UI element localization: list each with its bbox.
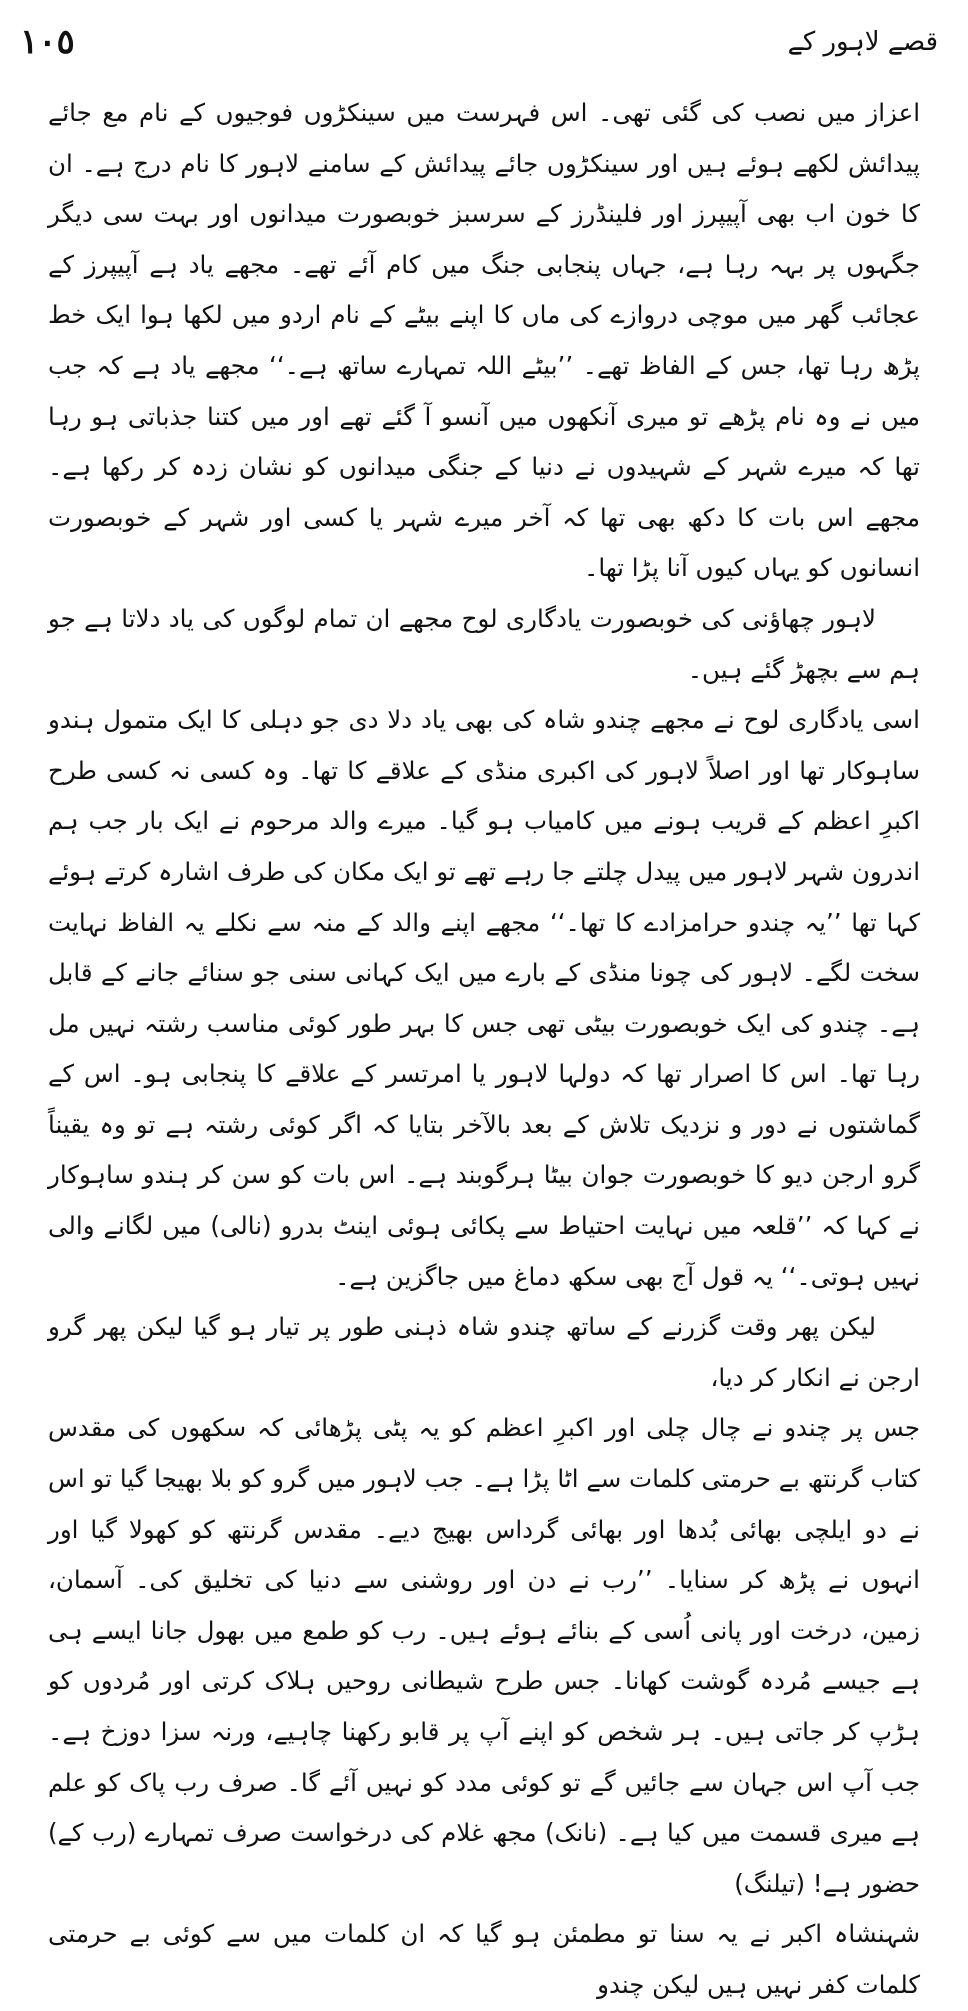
page-header <box>20 22 938 66</box>
paragraph: جس پر چندو نے چال چلی اور اکبرِ اعظم کو یہ پٹی پڑھائی کہ سکھوں کی مقدس کتاب گرنتھ بے حرمتی کلمات سے اٹا پڑا ہے۔ جب لاہور میں گرو کو بلا بھیجا گیا تو اس نے دو ایلچی بھائی بُدھا اور بھائی گرداس بھیج دیے۔ مقدس گرنتھ کو کھولا گیا اور انہوں نے پڑھ کر سنایا۔ ’’رب نے دن اور روشنی سے دنیا کی تخلیق کی۔ آسمان، زمین، درخت اور پانی اُسی کے بنائے ہوئے ہیں۔ رب کو طمع میں بھول جانا ایسے ہی ہے جیسے مُردہ گوشت کھانا۔ جس طرح شیطانی روحیں ہلاک کرتی اور مُردوں کو ہڑپ کر جاتی ہیں۔ ہر شخص کو اپنے آپ پر قابو رکھنا چاہیے، ورنہ سزا دوزخ ہے۔ جب آپ اس جہان سے جائیں گے تو کوئی مدد کو نہیں آئے گا۔ صرف رب پاک کو علم ہے میری قسمت میں کیا ہے۔ (نانک) مجھ غلام کی درخواست صرف تمہارے (رب کے) حضور ہے! (تیلنگ) <box>48 1413 920 1898</box>
paragraph: اسی یادگاری لوح نے مجھے چندو شاہ کی بھی یاد دلا دی جو دہلی کا ایک متمول ہندو ساہوکار تھا اور اصلاً لاہور کی اکبری منڈی کے علاقے کا تھا۔ وہ کسی نہ کسی طرح اکبرِ اعظم کے قریب ہونے میں کامیاب ہو گیا۔ میرے والد مرحوم نے ایک بار جب ہم اندرون شہر لاہور میں پیدل چلتے جا رہے تھے تو ایک مکان کی طرف اشارہ کرتے ہوئے کہا تھا ’’یہ چندو حرامزادے کا تھا۔‘‘ مجھے اپنے والد کے منہ سے نکلے یہ الفاظ نہایت سخت لگے۔ لاہور کی چونا منڈی کے بارے میں ایک کہانی سنی جو سنائے جانے کے قابل ہے۔ چندو کی ایک خوبصورت بیٹی تھی جس کا بہر طور کوئی مناسب رشتہ نہیں مل رہا تھا۔ اس کا اصرار تھا کہ دولہا لاہور یا امرتسر کے علاقے کا پنجابی ہو۔ اس کے گماشتوں نے دور و نزدیک تلاش کے بعد بالآخر بتایا کہ اگر کوئی رشتہ ہے تو وہ یقیناً گرو ارجن دیو کا خوبصورت جوان بیٹا ہرگوبند ہے۔ اس بات کو سن کر ہندو ساہوکار نے کہا کہ ’’قلعہ میں نہایت احتیاط سے پکائی ہوئی اینٹ بدرو (نالی) میں لگانے والی نہیں ہوتی۔‘‘ یہ قول آج بھی سکھ دماغ میں جاگزین ہے۔ <box>48 705 920 1291</box>
paragraph: شہنشاہ اکبر نے یہ سنا تو مطمئن ہو گیا کہ ان کلمات میں سے کوئی بے حرمتی کلمات کفر نہیں ہیں لیکن چندو <box>48 1919 920 1999</box>
paragraph: لیکن پھر وقت گزرنے کے ساتھ چندو شاہ ذہنی طور پر تیار ہو گیا لیکن پھر گرو ارجن نے انکار کر دیا، <box>48 1312 920 1392</box>
paragraph: لاہور چھاؤنی کی خوبصورت یادگاری لوح مجھے ان تمام لوگوں کی یاد دلاتا ہے جو ہم سے بچھڑ گئے ہیں۔ <box>48 603 920 684</box>
paragraph: اعزاز میں نصب کی گئی تھی۔ اس فہرست میں سینکڑوں فوجیوں کے نام مع جائے پیدائش لکھے ہوئے ہیں اور سینکڑوں جائے پیدائش کے سامنے لاہور کا نام درج ہے۔ ان کا خون اب بھی آپیپرز اور فلینڈرز کے سرسبز خوبصورت میدانوں اور بہت سی دیگر جگہوں پر بہہ رہا ہے، جہاں پنجابی جنگ میں کام آئے تھے۔ مجھے یاد ہے آپیپرز کے عجائب گھر میں موچی دروازے کی ماں کا اپنے بیٹے کے نام اردو میں لکھا ہوا ایک خط پڑھ رہا تھا، جس کے الفاظ تھے۔ ’’بیٹے اللہ تمہارے ساتھ ہے۔‘‘ مجھے یاد ہے کہ جب میں نے وہ نام پڑھے تو میری آنکھوں میں آنسو آ گئے تھے اور میں کتنا جذباتی ہو رہا تھا کہ میرے شہر کے شہیدوں نے دنیا کے جنگی میدانوں کو نشان زدہ کر رکھا ہے۔ مجھے اس بات کا دکھ بھی تھا کہ آخر میرے شہر یا کسی اور شہر کے خوبصورت انسانوں کو یہاں کیوں آنا پڑا تھا۔ <box>48 98 920 583</box>
body-text <box>48 88 920 2011</box>
running-title: قصے لاہور کے <box>787 27 938 57</box>
page-number: ١٠٥ <box>20 22 75 62</box>
